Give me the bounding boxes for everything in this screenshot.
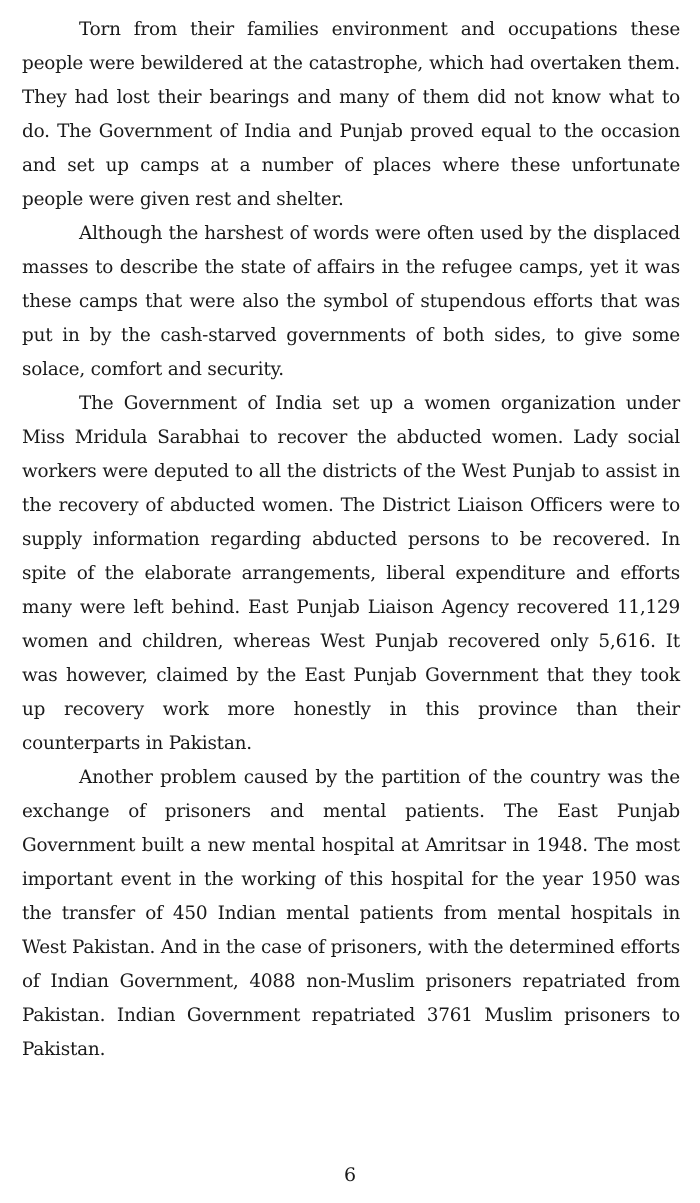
paragraph-refugee-camps: Although the harshest of words were often used by the displaced masses to describe the state of affairs in the refugee camps, yet it was these camps that were also the symbol of stupendous efforts that was put in by the cash-starved governments of both sides, to give some solace, comfort and security. (22, 223, 680, 380)
paragraph-refugee-displacement: Torn from their families environment and occupations these people were bewildered at the catastrophe, which had overtaken them. They had lost their bearings and many of them did not know what to do. The Government of India and Punjab proved equal to the occasion and set up camps at a number of places where these unfortunate people were given rest and shelter. (22, 19, 680, 210)
page-number: 6 (343, 1164, 357, 1186)
paragraph-prisoner-exchange: Another problem caused by the partition of the country was the exchange of prisoners and mental patients. The East Punjab Government built a new mental hospital at Amritsar in 1948. The most important event in the working of this hospital for the year 1950 was the transfer of 450 Indian mental patients from mental hospitals in West Pakistan. And in the case of prisoners, with the determined efforts of Indian Government, 4088 non-Muslim prisoners repatriated from Pakistan. Indian Government repatriated 3761 Muslim prisoners to Pakistan. (22, 767, 680, 1060)
paragraph-abducted-women-recovery: The Government of India set up a women organization under Miss Mridula Sarabhai to recover the abducted women. Lady social workers were deputed to all the districts of the West Punjab to assist in the recovery of abducted women. The District Liaison Officers were to supply information regarding abducted persons to be recovered. In spite of the elaborate arrangements, liberal expenditure and efforts many were left behind. East Punjab Liaison Agency recovered 11,129 women and children, whereas West Punjab recovered only 5,616. It was however, claimed by the East Punjab Government that they took up recovery work more honestly in this province than their counterparts in Pakistan. (22, 393, 680, 754)
document-page (22, 13, 680, 1067)
